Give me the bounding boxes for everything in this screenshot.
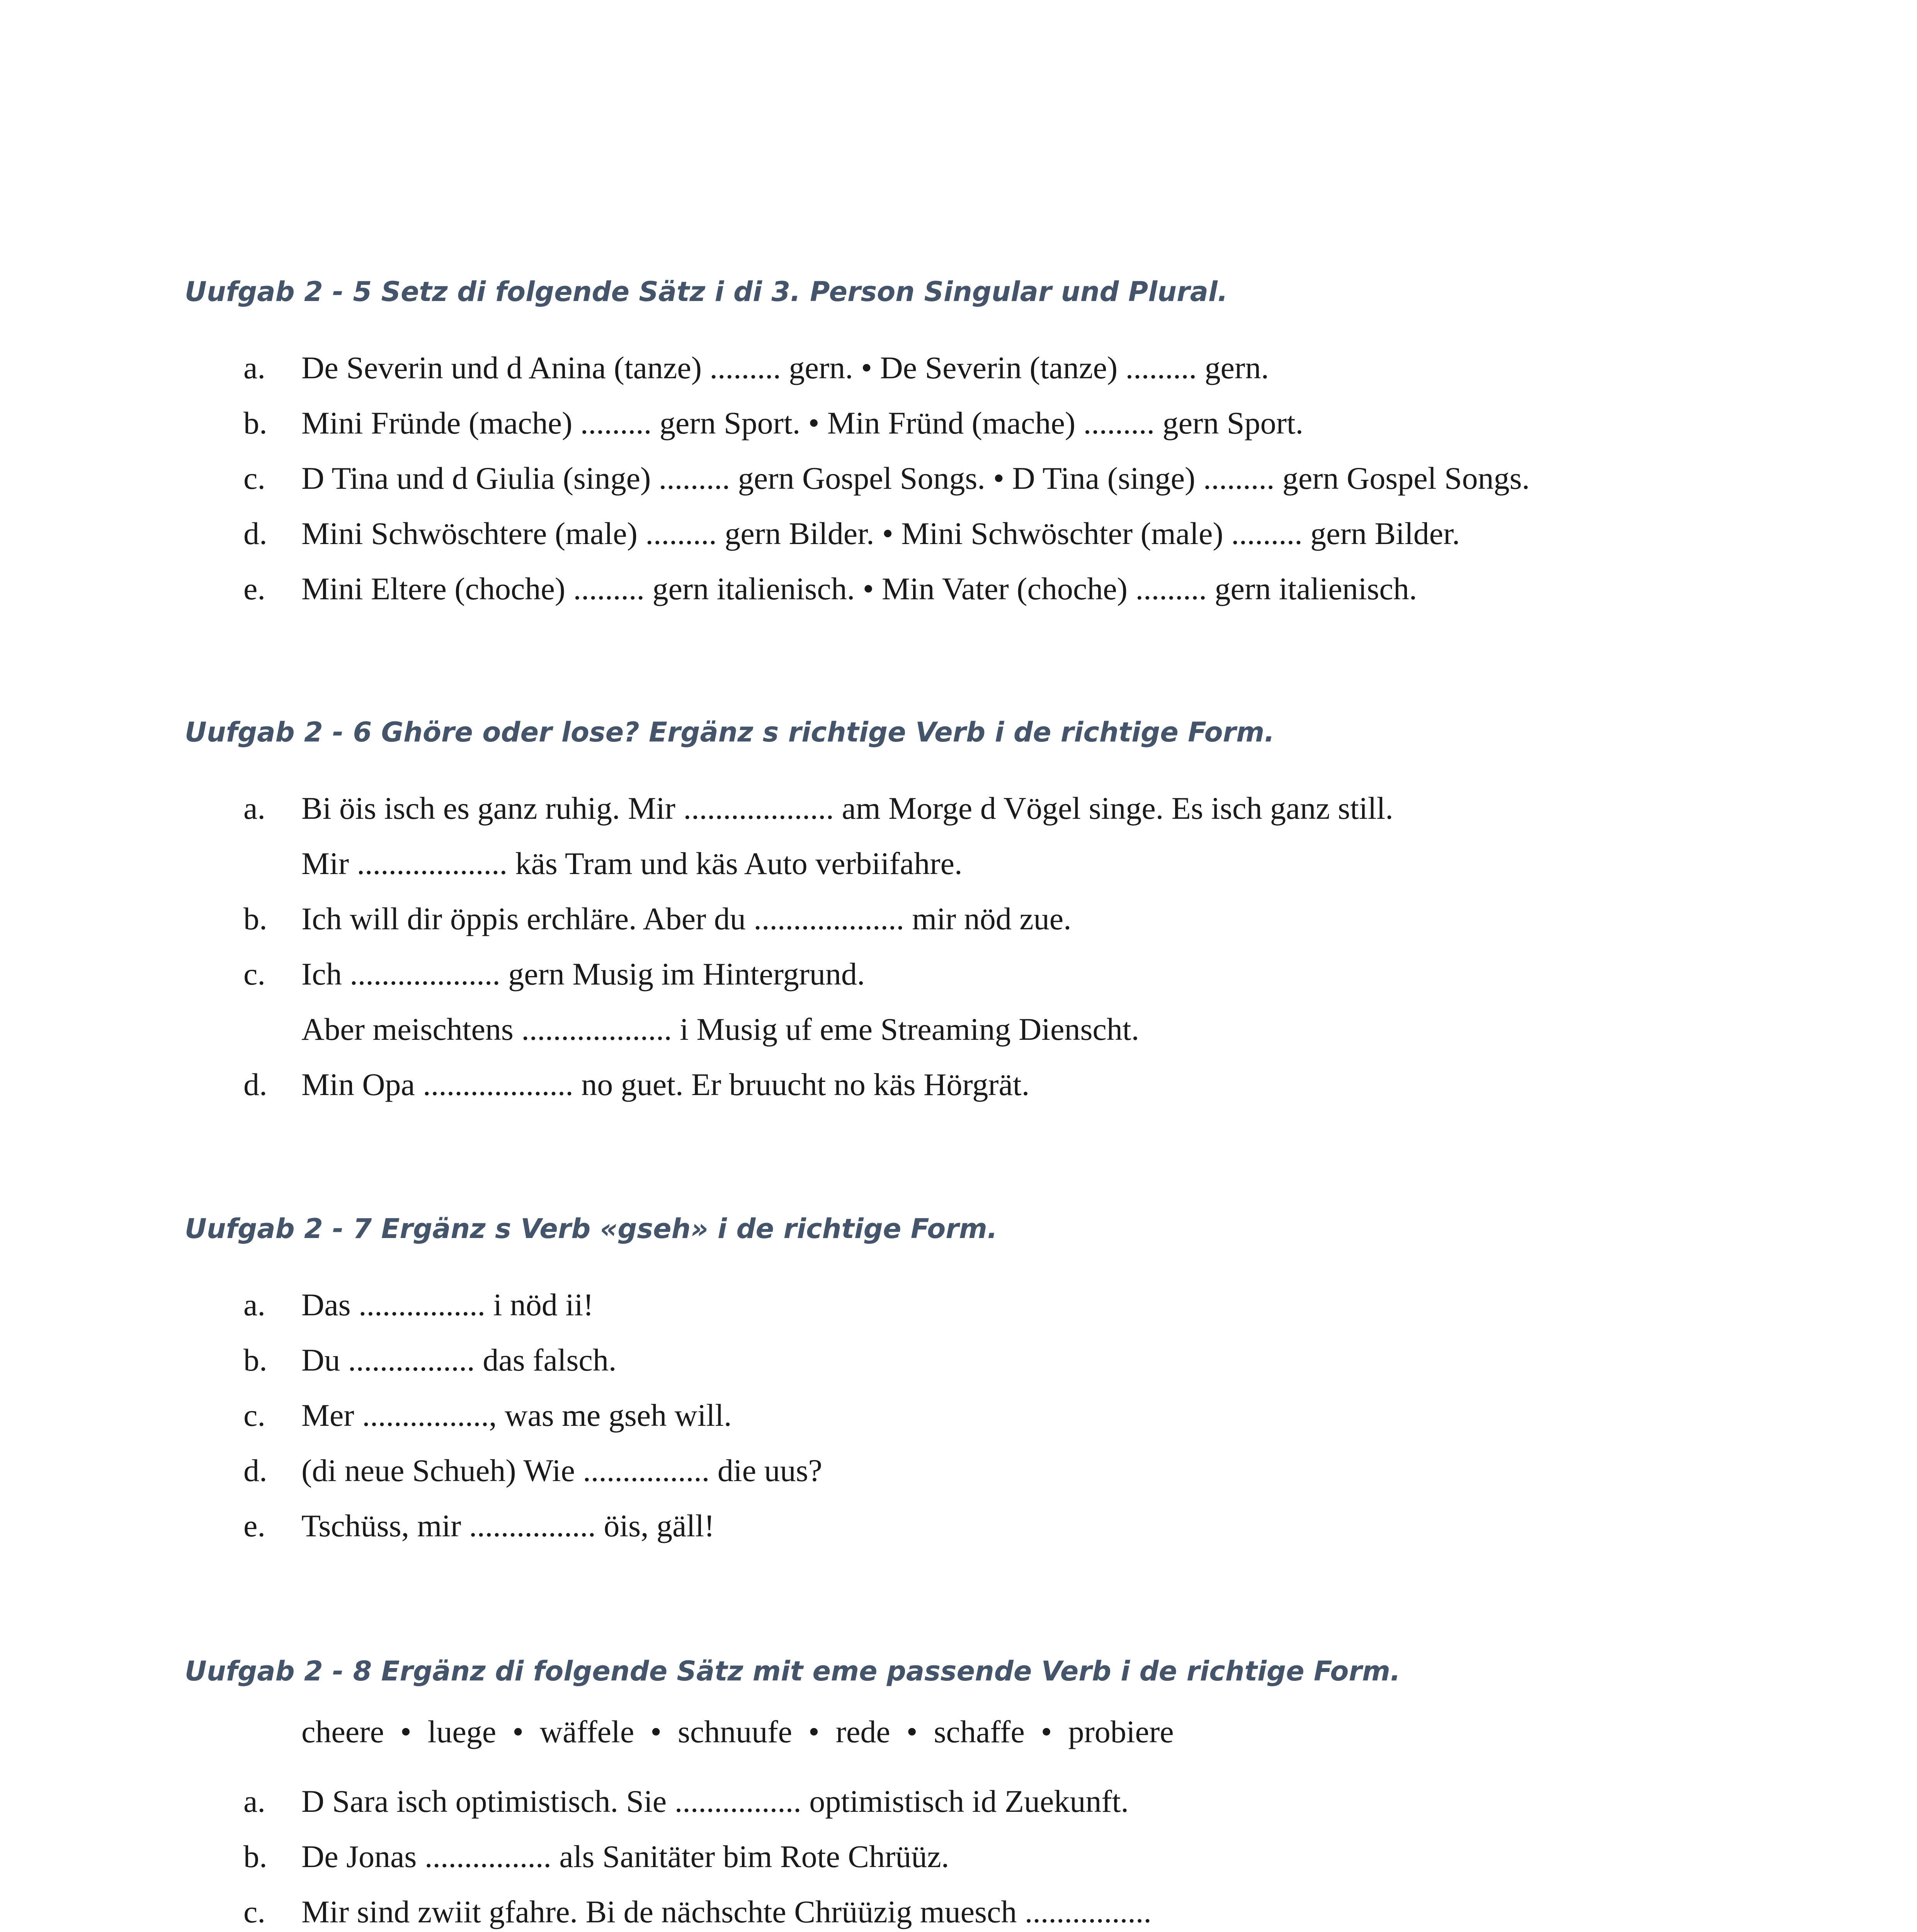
item-text: Ich ................... gern Musig im Hintergrund.: [301, 956, 865, 992]
word-bank-separator: •: [1041, 1714, 1052, 1749]
item-text: Aber meischtens ................... i Musig uf eme Streaming Dienscht.: [301, 1012, 1140, 1047]
word-bank-word: luege: [427, 1714, 497, 1749]
item-text: Du ................ das falsch.: [301, 1342, 617, 1378]
item-marker: b.: [243, 901, 267, 936]
word-bank-word: rede: [835, 1714, 890, 1749]
word-bank-word: schaffe: [934, 1714, 1025, 1749]
item-text: Mer ................, was me gseh will.: [301, 1398, 732, 1433]
word-bank-word: wäffele: [539, 1714, 634, 1749]
exercise-heading: Uufgab 2 - 6 Ghöre oder lose? Ergänz s richtige Verb i de richtige Form.: [185, 716, 1275, 748]
item-text: Mir sind zwiit gfahre. Bi de nächschte Chrüüzig muesch ................: [301, 1894, 1152, 1929]
item-text: Tschüss, mir ................ öis, gäll!: [301, 1508, 715, 1543]
item-marker: b.: [243, 405, 267, 440]
item-marker: c.: [243, 461, 265, 496]
item-marker: d.: [243, 516, 267, 551]
item-text: D Tina und d Giulia (singe) ......... gern Gospel Songs. • D Tina (singe) ......... gern Gospel Songs.: [301, 461, 1530, 496]
word-bank: [301, 1704, 1174, 1759]
item-marker: d.: [243, 1453, 267, 1488]
item-text: Das ................ i nöd ii!: [301, 1287, 594, 1322]
word-bank-separator: •: [808, 1714, 820, 1749]
item-marker: a.: [243, 1287, 265, 1322]
word-bank-separator: •: [512, 1714, 524, 1749]
word-bank-separator: •: [650, 1714, 662, 1749]
item-marker: b.: [243, 1839, 267, 1874]
item-marker: a.: [243, 791, 265, 826]
item-text: Mini Eltere (choche) ......... gern italienisch. • Min Vater (choche) ......... gern italienisch.: [301, 571, 1417, 606]
item-text: De Severin und d Anina (tanze) ......... gern. • De Severin (tanze) ......... gern.: [301, 350, 1269, 385]
item-marker: d.: [243, 1067, 267, 1102]
item-text: De Jonas ................ als Sanitäter bim Rote Chrüüz.: [301, 1839, 949, 1874]
item-text: D Sara isch optimistisch. Sie ................ optimistisch id Zuekunft.: [301, 1784, 1129, 1819]
item-text: Bi öis isch es ganz ruhig. Mir ................... am Morge d Vögel singe. Es isch ganz still.: [301, 791, 1393, 826]
item-marker: e.: [243, 1508, 265, 1543]
item-marker: a.: [243, 1784, 265, 1819]
item-text: Ich will dir öppis erchläre. Aber du ................... mir nöd zue.: [301, 901, 1072, 936]
word-bank-word: cheere: [301, 1714, 384, 1749]
item-text: Mini Schwöschtere (male) ......... gern Bilder. • Mini Schwöschter (male) ......... gern Bilder.: [301, 516, 1460, 551]
item-marker: c.: [243, 1398, 265, 1433]
word-bank-separator: •: [906, 1714, 918, 1749]
item-marker: a.: [243, 350, 265, 385]
item-marker: c.: [243, 1894, 265, 1929]
item-text: Min Opa ................... no guet. Er bruucht no käs Hörgrät.: [301, 1067, 1030, 1102]
exercise-heading: Uufgab 2 - 8 Ergänz di folgende Sätz mit eme passende Verb i de richtige Form.: [185, 1655, 1401, 1687]
item-text: Mini Fründe (mache) ......... gern Sport. • Min Fründ (mache) ......... gern Sport.: [301, 405, 1304, 440]
word-bank-word: schnuufe: [677, 1714, 792, 1749]
exercise-heading: Uufgab 2 - 5 Setz di folgende Sätz i di 3. Person Singular und Plural.: [185, 276, 1228, 308]
word-bank-word: probiere: [1068, 1714, 1174, 1749]
word-bank-separator: •: [400, 1714, 412, 1749]
item-marker: b.: [243, 1342, 267, 1378]
item-text: Mir ................... käs Tram und käs Auto verbiifahre.: [301, 846, 963, 881]
item-text: (di neue Schueh) Wie ................ die uus?: [301, 1453, 822, 1488]
item-marker: e.: [243, 571, 265, 606]
exercise-heading: Uufgab 2 - 7 Ergänz s Verb «gseh» i de richtige Form.: [185, 1213, 998, 1245]
item-marker: c.: [243, 956, 265, 992]
